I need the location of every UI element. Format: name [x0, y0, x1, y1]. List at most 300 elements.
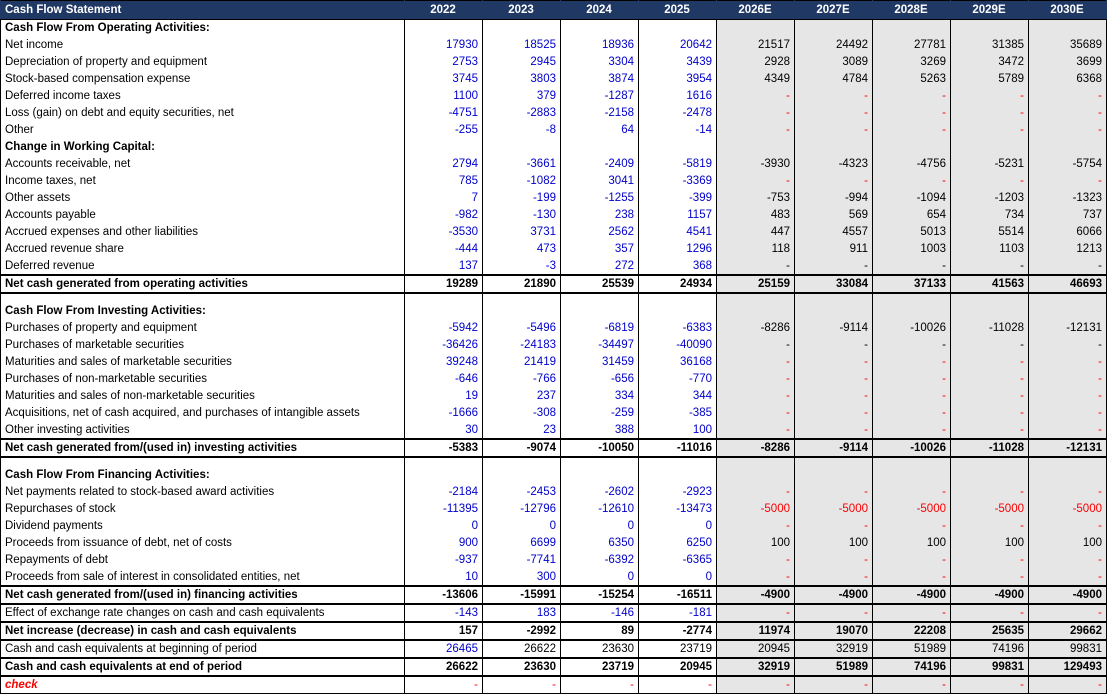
cell-2030e[interactable]: - — [1029, 337, 1107, 354]
row-label[interactable]: Acquisitions, net of cash acquired, and purchases of intangible assets — [1, 405, 405, 422]
cell-2023[interactable]: 237 — [483, 388, 561, 405]
cell-2027e[interactable] — [795, 139, 873, 156]
cell-2027e[interactable]: - — [795, 122, 873, 139]
cell-2022[interactable]: 2753 — [405, 54, 483, 71]
cell-2028e[interactable] — [873, 139, 951, 156]
cell-2029e[interactable]: - — [951, 569, 1029, 586]
cell-2028e[interactable]: - — [873, 484, 951, 501]
cell-2024[interactable]: 2562 — [561, 224, 639, 241]
cell-2023[interactable]: 0 — [483, 518, 561, 535]
cell-2022[interactable] — [405, 139, 483, 156]
cell-2027e[interactable]: 100 — [795, 535, 873, 552]
cell-2027e[interactable]: - — [795, 258, 873, 275]
cell-2026e[interactable]: - — [717, 422, 795, 439]
cell-2029e[interactable]: 31385 — [951, 37, 1029, 54]
cell-2025[interactable]: 1296 — [639, 241, 717, 258]
cell-2030e[interactable]: - — [1029, 388, 1107, 405]
cell-2024[interactable]: -2158 — [561, 105, 639, 122]
row-label[interactable]: Net cash generated from/(used in) financing activities — [1, 586, 405, 604]
cell-2028e[interactable]: - — [873, 122, 951, 139]
cell-2025[interactable]: 6250 — [639, 535, 717, 552]
cell-2022[interactable] — [405, 20, 483, 37]
cell-2026e[interactable]: 483 — [717, 207, 795, 224]
cell-2024[interactable]: 238 — [561, 207, 639, 224]
row-label[interactable]: check — [1, 676, 405, 694]
cell-2024[interactable]: 23630 — [561, 640, 639, 658]
cell-2030e[interactable]: - — [1029, 518, 1107, 535]
cell-2023[interactable]: 183 — [483, 604, 561, 622]
cell-2026e[interactable]: - — [717, 105, 795, 122]
cell-2030e[interactable]: -12131 — [1029, 439, 1107, 457]
cell-2027e[interactable]: -4323 — [795, 156, 873, 173]
cell-2026e[interactable]: - — [717, 484, 795, 501]
row-label[interactable] — [1, 293, 405, 303]
cell-2026e[interactable]: 447 — [717, 224, 795, 241]
cell-2024[interactable]: -12610 — [561, 501, 639, 518]
cell-2029e[interactable]: - — [951, 88, 1029, 105]
cell-2023[interactable]: 379 — [483, 88, 561, 105]
cell-2030e[interactable]: - — [1029, 371, 1107, 388]
cell-2027e[interactable]: -9114 — [795, 320, 873, 337]
cell-2022[interactable]: 26465 — [405, 640, 483, 658]
cell-2026e[interactable]: - — [717, 569, 795, 586]
cell-2023[interactable]: 26622 — [483, 640, 561, 658]
cell-2024[interactable]: -34497 — [561, 337, 639, 354]
cell-2023[interactable]: -12796 — [483, 501, 561, 518]
cell-2025[interactable] — [639, 293, 717, 303]
cell-2028e[interactable]: 5013 — [873, 224, 951, 241]
cell-2028e[interactable]: - — [873, 371, 951, 388]
row-label[interactable]: Repurchases of stock — [1, 501, 405, 518]
column-header-2030e[interactable]: 2030E — [1029, 1, 1107, 20]
cell-2030e[interactable] — [1029, 303, 1107, 320]
cell-2026e[interactable]: 100 — [717, 535, 795, 552]
cell-2030e[interactable] — [1029, 457, 1107, 467]
cell-2025[interactable]: -3369 — [639, 173, 717, 190]
cell-2026e[interactable]: 20945 — [717, 640, 795, 658]
cell-2022[interactable]: -36426 — [405, 337, 483, 354]
cell-2022[interactable] — [405, 293, 483, 303]
cell-2026e[interactable]: -753 — [717, 190, 795, 207]
cell-2026e[interactable]: - — [717, 676, 795, 694]
cell-2022[interactable]: -982 — [405, 207, 483, 224]
cell-2022[interactable]: 1100 — [405, 88, 483, 105]
cell-2029e[interactable] — [951, 20, 1029, 37]
cell-2023[interactable]: -3 — [483, 258, 561, 275]
cell-2024[interactable]: -2602 — [561, 484, 639, 501]
cell-2025[interactable]: -181 — [639, 604, 717, 622]
cell-2023[interactable] — [483, 293, 561, 303]
cell-2022[interactable]: - — [405, 676, 483, 694]
cell-2029e[interactable]: 41563 — [951, 275, 1029, 293]
row-label[interactable]: Purchases of non-marketable securities — [1, 371, 405, 388]
cell-2024[interactable]: 388 — [561, 422, 639, 439]
cell-2025[interactable]: 100 — [639, 422, 717, 439]
cell-2023[interactable]: -9074 — [483, 439, 561, 457]
cell-2022[interactable]: 2794 — [405, 156, 483, 173]
cell-2023[interactable]: -7741 — [483, 552, 561, 569]
cell-2028e[interactable]: -4900 — [873, 586, 951, 604]
cell-2025[interactable]: 3954 — [639, 71, 717, 88]
cell-2026e[interactable]: - — [717, 388, 795, 405]
cell-2025[interactable] — [639, 20, 717, 37]
cell-2025[interactable]: -40090 — [639, 337, 717, 354]
cell-2022[interactable]: 39248 — [405, 354, 483, 371]
column-header-2025[interactable]: 2025 — [639, 1, 717, 20]
cell-2023[interactable] — [483, 467, 561, 484]
row-label[interactable]: Accrued expenses and other liabilities — [1, 224, 405, 241]
cell-2028e[interactable]: 654 — [873, 207, 951, 224]
cell-2024[interactable] — [561, 20, 639, 37]
cell-2028e[interactable]: - — [873, 405, 951, 422]
cell-2029e[interactable]: - — [951, 405, 1029, 422]
row-label[interactable]: Net increase (decrease) in cash and cash equivalents — [1, 622, 405, 640]
cell-2022[interactable]: -4751 — [405, 105, 483, 122]
cell-2022[interactable]: -143 — [405, 604, 483, 622]
column-header-2026e[interactable]: 2026E — [717, 1, 795, 20]
cell-2025[interactable]: 20945 — [639, 658, 717, 676]
cell-2027e[interactable]: -5000 — [795, 501, 873, 518]
cell-2030e[interactable]: 3699 — [1029, 54, 1107, 71]
cell-2025[interactable]: 368 — [639, 258, 717, 275]
cell-2030e[interactable]: - — [1029, 354, 1107, 371]
row-label[interactable]: Accounts receivable, net — [1, 156, 405, 173]
cell-2028e[interactable]: 100 — [873, 535, 951, 552]
cell-2029e[interactable]: 734 — [951, 207, 1029, 224]
row-label[interactable]: Accrued revenue share — [1, 241, 405, 258]
cell-2023[interactable]: 3731 — [483, 224, 561, 241]
cell-2024[interactable]: -1287 — [561, 88, 639, 105]
cell-2025[interactable]: 23719 — [639, 640, 717, 658]
cell-2029e[interactable] — [951, 139, 1029, 156]
cell-2029e[interactable]: - — [951, 676, 1029, 694]
cell-2022[interactable]: -3530 — [405, 224, 483, 241]
cell-2028e[interactable]: -4756 — [873, 156, 951, 173]
cell-2024[interactable]: - — [561, 676, 639, 694]
cell-2022[interactable]: -5383 — [405, 439, 483, 457]
cell-2022[interactable] — [405, 303, 483, 320]
cell-2027e[interactable]: 32919 — [795, 640, 873, 658]
cell-2024[interactable]: 0 — [561, 569, 639, 586]
cell-2024[interactable] — [561, 139, 639, 156]
cell-2025[interactable]: -5819 — [639, 156, 717, 173]
cell-2027e[interactable]: - — [795, 173, 873, 190]
cell-2029e[interactable]: -5231 — [951, 156, 1029, 173]
cell-2028e[interactable]: 3269 — [873, 54, 951, 71]
cell-2024[interactable]: 64 — [561, 122, 639, 139]
cell-2030e[interactable]: - — [1029, 88, 1107, 105]
cell-2029e[interactable]: - — [951, 173, 1029, 190]
cell-2022[interactable]: 17930 — [405, 37, 483, 54]
cell-2026e[interactable] — [717, 457, 795, 467]
cell-2030e[interactable]: 35689 — [1029, 37, 1107, 54]
cell-2023[interactable]: -130 — [483, 207, 561, 224]
column-header-2029e[interactable]: 2029E — [951, 1, 1029, 20]
cell-2023[interactable]: -1082 — [483, 173, 561, 190]
row-label[interactable]: Net payments related to stock-based award activities — [1, 484, 405, 501]
cell-2024[interactable]: -259 — [561, 405, 639, 422]
cell-2028e[interactable] — [873, 467, 951, 484]
row-label[interactable]: Maturities and sales of non-marketable securities — [1, 388, 405, 405]
cell-2026e[interactable]: 2928 — [717, 54, 795, 71]
cell-2029e[interactable]: - — [951, 258, 1029, 275]
cell-2027e[interactable]: - — [795, 422, 873, 439]
cell-2028e[interactable]: -5000 — [873, 501, 951, 518]
cell-2028e[interactable] — [873, 20, 951, 37]
row-label[interactable]: Proceeds from sale of interest in consolidated entities, net — [1, 569, 405, 586]
cell-2027e[interactable]: - — [795, 371, 873, 388]
cell-2030e[interactable]: -12131 — [1029, 320, 1107, 337]
cell-2024[interactable]: -15254 — [561, 586, 639, 604]
cell-2024[interactable]: 357 — [561, 241, 639, 258]
row-label[interactable]: Cash and cash equivalents at beginning of period — [1, 640, 405, 658]
cell-2026e[interactable] — [717, 293, 795, 303]
cell-2022[interactable]: -646 — [405, 371, 483, 388]
cell-2028e[interactable]: 74196 — [873, 658, 951, 676]
cell-2030e[interactable]: - — [1029, 604, 1107, 622]
cell-2028e[interactable]: - — [873, 258, 951, 275]
cell-2029e[interactable]: - — [951, 105, 1029, 122]
cell-2026e[interactable]: - — [717, 337, 795, 354]
cell-2029e[interactable]: 100 — [951, 535, 1029, 552]
cell-2026e[interactable]: 11974 — [717, 622, 795, 640]
cell-2025[interactable]: 1616 — [639, 88, 717, 105]
cell-2022[interactable]: 137 — [405, 258, 483, 275]
cell-2026e[interactable]: -5000 — [717, 501, 795, 518]
cell-2028e[interactable]: 37133 — [873, 275, 951, 293]
cell-2030e[interactable]: -1323 — [1029, 190, 1107, 207]
cell-2026e[interactable]: - — [717, 88, 795, 105]
cell-2027e[interactable]: - — [795, 337, 873, 354]
cell-2026e[interactable]: -3930 — [717, 156, 795, 173]
cell-2030e[interactable]: -5000 — [1029, 501, 1107, 518]
cell-2025[interactable]: -16511 — [639, 586, 717, 604]
cell-2028e[interactable]: - — [873, 88, 951, 105]
cell-2028e[interactable]: - — [873, 676, 951, 694]
cell-2024[interactable]: -656 — [561, 371, 639, 388]
cell-2025[interactable] — [639, 457, 717, 467]
cell-2028e[interactable]: - — [873, 518, 951, 535]
cell-2027e[interactable]: -9114 — [795, 439, 873, 457]
cell-2028e[interactable]: 22208 — [873, 622, 951, 640]
cell-2030e[interactable]: - — [1029, 569, 1107, 586]
row-label[interactable]: Other investing activities — [1, 422, 405, 439]
cell-2028e[interactable]: - — [873, 354, 951, 371]
cell-2024[interactable]: 3874 — [561, 71, 639, 88]
row-label[interactable]: Purchases of property and equipment — [1, 320, 405, 337]
row-label[interactable]: Cash and cash equivalents at end of period — [1, 658, 405, 676]
row-label[interactable]: Deferred revenue — [1, 258, 405, 275]
cell-2025[interactable]: -2478 — [639, 105, 717, 122]
cell-2030e[interactable] — [1029, 467, 1107, 484]
cell-2025[interactable]: 0 — [639, 518, 717, 535]
cell-2022[interactable]: 10 — [405, 569, 483, 586]
cell-2023[interactable]: -2453 — [483, 484, 561, 501]
cell-2023[interactable]: 23 — [483, 422, 561, 439]
cell-2028e[interactable]: -10026 — [873, 320, 951, 337]
cell-2023[interactable]: 300 — [483, 569, 561, 586]
cell-2028e[interactable]: -1094 — [873, 190, 951, 207]
row-label[interactable]: Other assets — [1, 190, 405, 207]
section-label[interactable]: Cash Flow From Financing Activities: — [1, 467, 405, 484]
cell-2027e[interactable]: 24492 — [795, 37, 873, 54]
cell-2027e[interactable] — [795, 293, 873, 303]
cell-2026e[interactable]: - — [717, 371, 795, 388]
cell-2025[interactable]: 3439 — [639, 54, 717, 71]
cell-2029e[interactable] — [951, 467, 1029, 484]
cell-2030e[interactable]: - — [1029, 173, 1107, 190]
cell-2028e[interactable]: - — [873, 422, 951, 439]
cell-2023[interactable]: -3661 — [483, 156, 561, 173]
cell-2029e[interactable]: - — [951, 422, 1029, 439]
cell-2029e[interactable]: 5514 — [951, 224, 1029, 241]
cell-2022[interactable]: -13606 — [405, 586, 483, 604]
cell-2028e[interactable] — [873, 293, 951, 303]
cell-2030e[interactable]: 737 — [1029, 207, 1107, 224]
cell-2023[interactable]: -8 — [483, 122, 561, 139]
cell-2022[interactable]: -937 — [405, 552, 483, 569]
cell-2027e[interactable]: 51989 — [795, 658, 873, 676]
cell-2029e[interactable]: - — [951, 337, 1029, 354]
row-label[interactable]: Net cash generated from operating activities — [1, 275, 405, 293]
cell-2022[interactable] — [405, 457, 483, 467]
row-label[interactable]: Deferred income taxes — [1, 88, 405, 105]
cell-2029e[interactable]: - — [951, 354, 1029, 371]
cell-2027e[interactable]: 3089 — [795, 54, 873, 71]
cell-2029e[interactable]: -4900 — [951, 586, 1029, 604]
cell-2029e[interactable]: -5000 — [951, 501, 1029, 518]
cell-2029e[interactable]: - — [951, 388, 1029, 405]
cell-2024[interactable]: -1255 — [561, 190, 639, 207]
cell-2025[interactable]: -399 — [639, 190, 717, 207]
cell-2029e[interactable]: 5789 — [951, 71, 1029, 88]
column-header-2023[interactable]: 2023 — [483, 1, 561, 20]
section-label[interactable]: Cash Flow From Operating Activities: — [1, 20, 405, 37]
cell-2024[interactable]: 0 — [561, 518, 639, 535]
cell-2030e[interactable]: - — [1029, 405, 1107, 422]
cell-2030e[interactable]: - — [1029, 676, 1107, 694]
cell-2024[interactable]: -2409 — [561, 156, 639, 173]
cell-2027e[interactable]: 569 — [795, 207, 873, 224]
cell-2030e[interactable]: -4900 — [1029, 586, 1107, 604]
cell-2026e[interactable] — [717, 139, 795, 156]
row-label[interactable]: Other — [1, 122, 405, 139]
cell-2025[interactable]: 0 — [639, 569, 717, 586]
cell-2024[interactable]: 31459 — [561, 354, 639, 371]
cell-2022[interactable]: -11395 — [405, 501, 483, 518]
column-header-2024[interactable]: 2024 — [561, 1, 639, 20]
cell-2030e[interactable] — [1029, 293, 1107, 303]
cell-2029e[interactable]: 1103 — [951, 241, 1029, 258]
cell-2027e[interactable]: 19070 — [795, 622, 873, 640]
cell-2025[interactable]: -11016 — [639, 439, 717, 457]
section-label[interactable]: Change in Working Capital: — [1, 139, 405, 156]
row-label[interactable]: Proceeds from issuance of debt, net of costs — [1, 535, 405, 552]
cell-2022[interactable]: 900 — [405, 535, 483, 552]
cell-2027e[interactable]: 4784 — [795, 71, 873, 88]
cell-2028e[interactable]: - — [873, 569, 951, 586]
cell-2026e[interactable] — [717, 20, 795, 37]
cell-2027e[interactable]: 33084 — [795, 275, 873, 293]
row-label[interactable]: Net cash generated from/(used in) investing activities — [1, 439, 405, 457]
cell-2029e[interactable]: 25635 — [951, 622, 1029, 640]
cell-2029e[interactable]: 99831 — [951, 658, 1029, 676]
cell-2023[interactable]: 3803 — [483, 71, 561, 88]
cell-2028e[interactable]: - — [873, 388, 951, 405]
cell-2029e[interactable]: - — [951, 371, 1029, 388]
column-header-2027e[interactable]: 2027E — [795, 1, 873, 20]
cell-2023[interactable]: 21890 — [483, 275, 561, 293]
cell-2027e[interactable]: 4557 — [795, 224, 873, 241]
cell-2026e[interactable]: 118 — [717, 241, 795, 258]
cell-2030e[interactable]: - — [1029, 105, 1107, 122]
cell-2029e[interactable] — [951, 303, 1029, 320]
cell-2027e[interactable]: - — [795, 354, 873, 371]
cell-2026e[interactable]: -8286 — [717, 439, 795, 457]
cell-2030e[interactable]: 46693 — [1029, 275, 1107, 293]
cell-2026e[interactable]: 32919 — [717, 658, 795, 676]
cell-2026e[interactable]: - — [717, 354, 795, 371]
cell-2022[interactable]: -2184 — [405, 484, 483, 501]
cell-2025[interactable]: -2774 — [639, 622, 717, 640]
cell-2030e[interactable] — [1029, 20, 1107, 37]
cell-2022[interactable]: 0 — [405, 518, 483, 535]
cell-2023[interactable]: -5496 — [483, 320, 561, 337]
cell-2023[interactable]: 2945 — [483, 54, 561, 71]
cell-2023[interactable]: 23630 — [483, 658, 561, 676]
cell-2029e[interactable]: 74196 — [951, 640, 1029, 658]
cell-2024[interactable] — [561, 303, 639, 320]
cell-2026e[interactable]: 4349 — [717, 71, 795, 88]
cell-2030e[interactable]: - — [1029, 422, 1107, 439]
cell-2023[interactable]: -2992 — [483, 622, 561, 640]
cell-2023[interactable]: -15991 — [483, 586, 561, 604]
cell-2022[interactable]: 30 — [405, 422, 483, 439]
cell-2025[interactable]: 1157 — [639, 207, 717, 224]
cell-2026e[interactable]: 25159 — [717, 275, 795, 293]
cell-2023[interactable]: 6699 — [483, 535, 561, 552]
cell-2030e[interactable]: 29662 — [1029, 622, 1107, 640]
cell-2022[interactable]: -5942 — [405, 320, 483, 337]
cell-2027e[interactable] — [795, 467, 873, 484]
cell-2025[interactable]: -6383 — [639, 320, 717, 337]
cell-2023[interactable] — [483, 457, 561, 467]
cell-2024[interactable] — [561, 467, 639, 484]
cell-2027e[interactable]: - — [795, 484, 873, 501]
cell-2023[interactable]: 18525 — [483, 37, 561, 54]
cell-2024[interactable]: 3304 — [561, 54, 639, 71]
cell-2027e[interactable] — [795, 457, 873, 467]
cell-2029e[interactable]: -11028 — [951, 320, 1029, 337]
cell-2028e[interactable]: - — [873, 604, 951, 622]
cell-2023[interactable]: -2883 — [483, 105, 561, 122]
cell-2026e[interactable]: 21517 — [717, 37, 795, 54]
cell-2026e[interactable]: - — [717, 405, 795, 422]
cell-2026e[interactable]: - — [717, 518, 795, 535]
cell-2030e[interactable]: 129493 — [1029, 658, 1107, 676]
row-label[interactable]: Depreciation of property and equipment — [1, 54, 405, 71]
cell-2029e[interactable]: -1203 — [951, 190, 1029, 207]
cell-2026e[interactable]: - — [717, 258, 795, 275]
cell-2023[interactable]: -766 — [483, 371, 561, 388]
cell-2030e[interactable]: 99831 — [1029, 640, 1107, 658]
cell-2030e[interactable]: - — [1029, 552, 1107, 569]
row-label[interactable]: Maturities and sales of marketable securities — [1, 354, 405, 371]
cell-2029e[interactable]: - — [951, 484, 1029, 501]
row-label[interactable]: Dividend payments — [1, 518, 405, 535]
cell-2026e[interactable]: - — [717, 604, 795, 622]
cell-2028e[interactable]: -10026 — [873, 439, 951, 457]
